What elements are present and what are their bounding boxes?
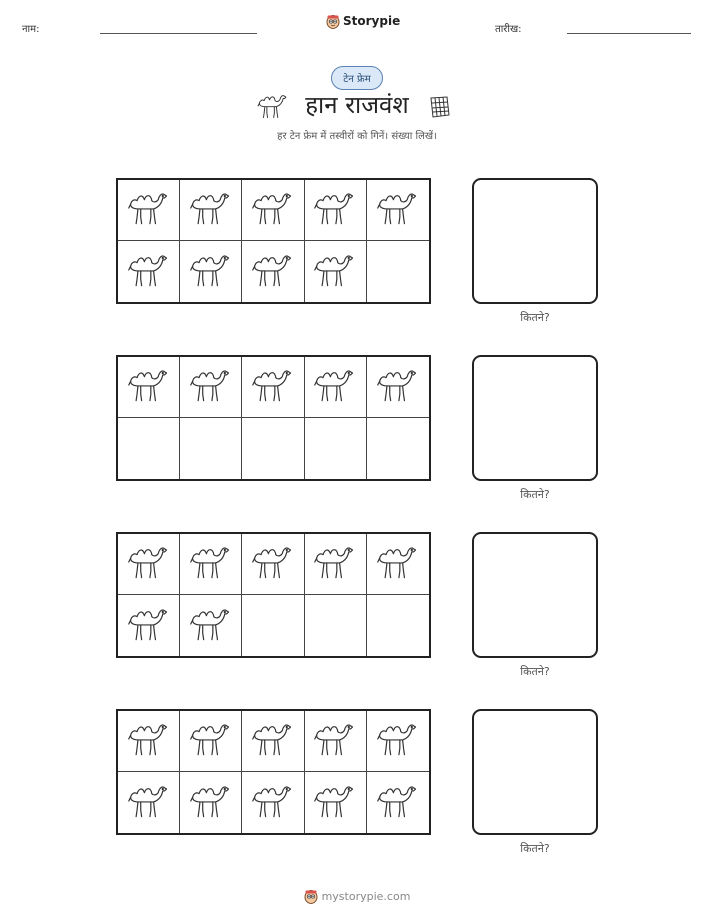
camel-icon [126,361,172,413]
ten-frame-cell [305,357,367,418]
camel-icon [126,246,172,298]
ten-frame-cell [367,357,429,418]
ten-frame-cell [180,241,242,302]
ten-frame-cell [367,595,429,656]
camel-icon [375,361,421,413]
worksheet-type-badge: टेन फ्रेम [331,66,383,90]
ten-frame-4 [116,709,431,835]
map-icon [428,95,452,119]
ten-frame-cell [242,357,304,418]
camel-icon [126,777,172,829]
answer-box-2[interactable] [472,355,598,481]
answer-label-2: कितने? [520,488,550,501]
answer-box-4[interactable] [472,709,598,835]
camel-icon [250,361,296,413]
ten-frame-2 [116,355,431,481]
camel-icon [188,777,234,829]
ten-frame-cell [118,357,180,418]
camel-icon [188,361,234,413]
date-line[interactable] [567,33,691,34]
name-line[interactable] [100,33,257,34]
ten-frame-cell [180,180,242,241]
camel-icon [312,715,358,767]
camel-icon [312,538,358,590]
ten-frame-cell [242,241,304,302]
ten-frame-cell [367,418,429,479]
ten-frame-cell [242,711,304,772]
camel-icon [126,538,172,590]
ten-frame-cell [367,241,429,302]
ten-frame-cell [180,595,242,656]
ten-frame-cell [118,418,180,479]
ten-frame-cell [118,241,180,302]
camel-icon [375,184,421,236]
answer-box-3[interactable] [472,532,598,658]
camel-icon [312,246,358,298]
storypie-logo [326,13,400,29]
camel-icon [250,777,296,829]
ten-frame-cell [118,772,180,833]
ten-frame-cell [305,180,367,241]
camel-icon [250,184,296,236]
storypie-mascot-icon [304,888,318,904]
footer [0,888,714,904]
ten-frame-cell [180,534,242,595]
ten-frame-cell [305,772,367,833]
date-label: तारीख: [495,24,522,35]
ten-frame-cell [242,595,304,656]
ten-frame-cell [305,595,367,656]
ten-frame-cell [242,772,304,833]
ten-frame-cell [305,534,367,595]
brand-name: Storypie [343,14,401,28]
camel-icon [188,184,234,236]
ten-frame-cell [118,180,180,241]
camel-icon [188,715,234,767]
camel-icon [126,715,172,767]
ten-frame-cell [180,772,242,833]
page-title: हान राजवंश [305,91,409,119]
ten-frame-3 [116,532,431,658]
answer-label-1: कितने? [520,311,550,324]
ten-frame-cell [180,357,242,418]
camel-icon [188,538,234,590]
camel-icon [250,715,296,767]
camel-icon [312,184,358,236]
camel-icon [126,184,172,236]
ten-frame-cell [367,180,429,241]
ten-frame-cell [118,534,180,595]
answer-label-3: कितने? [520,665,550,678]
camel-icon [188,246,234,298]
ten-frame-cell [242,418,304,479]
camel-icon [126,600,172,652]
ten-frame-cell [305,241,367,302]
camel-icon [375,777,421,829]
ten-frame-1 [116,178,431,304]
camel-icon [375,715,421,767]
ten-frame-cell [367,534,429,595]
ten-frame-cell [305,711,367,772]
instructions: हर टेन फ्रेम में तस्वीरों को गिनें। संख्या लिखें। [277,131,437,142]
camel-icon [250,538,296,590]
ten-frame-cell [367,772,429,833]
ten-frame-cell [242,180,304,241]
ten-frame-cell [118,595,180,656]
storypie-mascot-icon [326,13,340,29]
footer-url: mystorypie.com [321,889,411,903]
camel-icon [188,600,234,652]
camel-icon [312,777,358,829]
camel-icon [375,538,421,590]
answer-box-1[interactable] [472,178,598,304]
camel-icon [312,361,358,413]
ten-frame-cell [367,711,429,772]
camel-icon [250,246,296,298]
ten-frame-cell [118,711,180,772]
answer-label-4: कितने? [520,842,550,855]
name-label: नाम: [22,24,40,35]
ten-frame-cell [242,534,304,595]
ten-frame-cell [305,418,367,479]
ten-frame-cell [180,711,242,772]
ten-frame-cell [180,418,242,479]
